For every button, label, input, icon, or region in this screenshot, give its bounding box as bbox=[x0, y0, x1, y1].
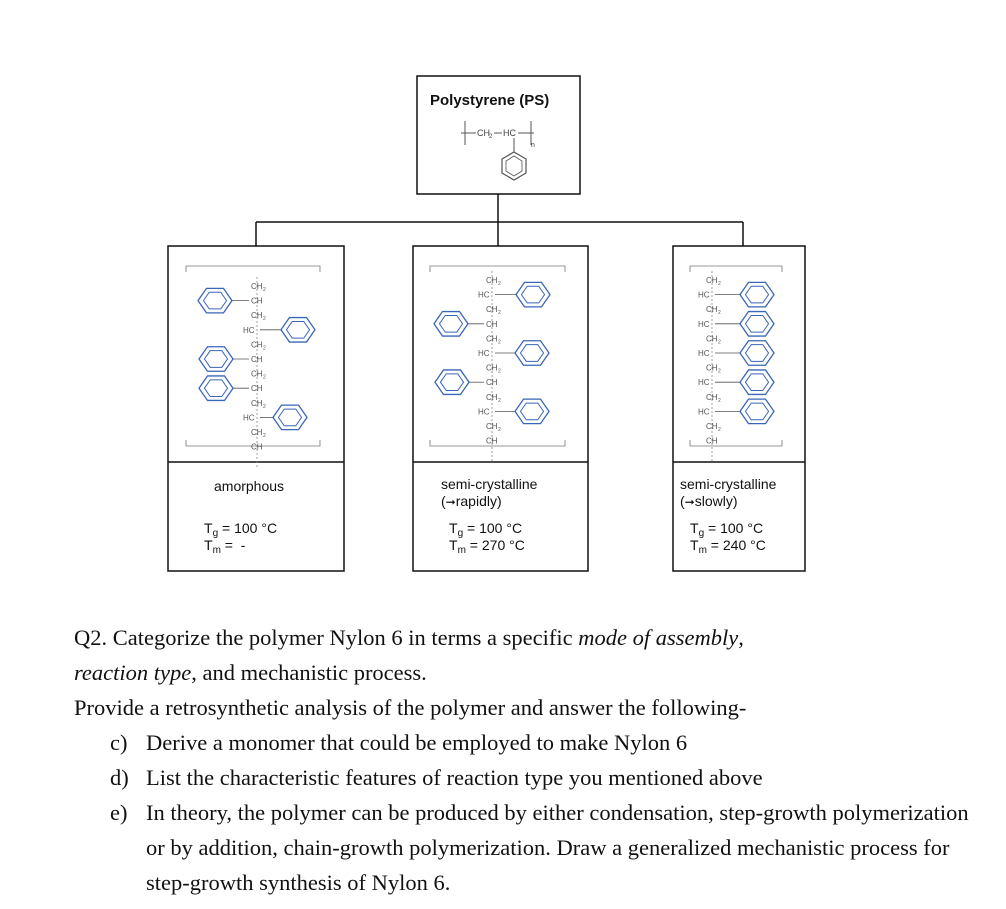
chain-group-subscript: 2 bbox=[263, 403, 266, 410]
chain-group-label: HC bbox=[698, 407, 710, 417]
question-text bbox=[74, 620, 974, 900]
label-semicrystalline-slow: semi-crystalline bbox=[680, 476, 777, 492]
chain-group-label: HC bbox=[478, 290, 490, 300]
chain-group-label: CH bbox=[486, 334, 498, 344]
chain-group-subscript: 2 bbox=[498, 427, 501, 433]
svg-text:n: n bbox=[531, 142, 535, 149]
chain-group-label: CH bbox=[251, 282, 263, 291]
tg-amorphous: $T_g = 100$ °C bbox=[204, 520, 278, 539]
chain-group-label: CH bbox=[486, 305, 498, 315]
tm-rapid: $T_m = 270$ °C bbox=[449, 537, 525, 556]
svg-text:2: 2 bbox=[489, 134, 493, 140]
chain-group-subscript: 2 bbox=[263, 433, 266, 439]
question-provide: Provide a retrosynthetic analysis of the polymer and answer the following- bbox=[74, 695, 747, 720]
chain-group-subscript: 2 bbox=[263, 316, 266, 323]
tg-slow: $T_g = 100$ °C bbox=[690, 520, 764, 539]
arrow-icon: ➞ bbox=[445, 495, 456, 509]
list-item: d) List the characteristic features of reaction type you mentioned above bbox=[110, 765, 763, 790]
svg-text:HC: HC bbox=[503, 128, 516, 138]
chain-group-label: HC bbox=[698, 349, 710, 358]
chain-group-label: CH bbox=[251, 311, 263, 321]
chain-group-label: HC bbox=[698, 319, 710, 329]
chain-group-label: CH bbox=[706, 392, 718, 402]
chain-group-label: CH bbox=[486, 392, 498, 402]
chain-group-subscript: 2 bbox=[263, 287, 266, 293]
chain-group-label: HC bbox=[698, 378, 710, 388]
chain-group-label: CH bbox=[486, 436, 498, 446]
chain-group-subscript: 2 bbox=[498, 368, 501, 375]
chain-group-label: CH bbox=[486, 319, 498, 329]
chain-group-label: CH bbox=[706, 334, 718, 344]
chain-group-subscript: 2 bbox=[718, 339, 721, 346]
chain-group-label: CH bbox=[706, 305, 718, 315]
label-semicrystalline-rapid: semi-crystalline bbox=[441, 476, 538, 492]
chain-group-label: CH bbox=[706, 436, 718, 446]
chain-group-subscript: 2 bbox=[498, 339, 501, 346]
chain-group-label: HC bbox=[478, 407, 490, 417]
chain-group-label: CH bbox=[486, 276, 498, 285]
tm-amorphous: $T_m$ = - bbox=[204, 537, 246, 556]
chain-group-label: CH bbox=[251, 340, 263, 350]
chain-group-subscript: 2 bbox=[718, 310, 721, 317]
chain-group-label: CH bbox=[251, 369, 263, 379]
chain-group-label: CH bbox=[251, 428, 263, 437]
chain-group-label: CH bbox=[486, 363, 498, 373]
list-item: c) Derive a monomer that could be employed to make Nylon 6 bbox=[110, 730, 688, 755]
chain-group-subscript: 2 bbox=[498, 281, 501, 287]
rate-rapid: (➞rapidly) bbox=[441, 493, 502, 509]
question-items bbox=[74, 725, 974, 900]
chain-group-subscript: 2 bbox=[718, 368, 721, 375]
chain-group-label: CH bbox=[486, 378, 498, 388]
tm-slow: $T_m = 240$ °C bbox=[690, 537, 766, 556]
chain-group-label: CH bbox=[706, 422, 718, 431]
chain-group-subscript: 2 bbox=[498, 397, 501, 404]
chain-group-subscript: 2 bbox=[498, 310, 501, 317]
chain-group-label: CH bbox=[251, 355, 263, 364]
chain-group-label: CH bbox=[251, 296, 263, 306]
chain-group-label: CH bbox=[251, 384, 263, 394]
chain-group-label: CH bbox=[251, 398, 263, 408]
arrow-icon: ➞ bbox=[684, 495, 695, 509]
chain-group-subscript: 2 bbox=[718, 427, 721, 433]
chain-group-subscript: 2 bbox=[263, 374, 266, 381]
chain-group-label: HC bbox=[243, 325, 255, 335]
chain-group-label: CH bbox=[706, 363, 718, 373]
tg-rapid: $T_g = 100$ °C bbox=[449, 520, 523, 539]
label-amorphous: amorphous bbox=[214, 478, 285, 494]
rate-slow: (➞slowly) bbox=[680, 493, 738, 509]
chain-group-label: HC bbox=[698, 290, 710, 300]
chain-group-label: HC bbox=[478, 349, 490, 358]
chain-group-label: CH bbox=[706, 276, 718, 285]
chain-group-label: HC bbox=[243, 413, 255, 423]
figure-title: Polystyrene (PS) bbox=[430, 92, 550, 109]
chain-group-subscript: 2 bbox=[263, 345, 266, 352]
list-item: e) In theory, the polymer can be produced by either condensation, step-growth polymerization or by addition, chain-growth polymerization. Draw a generalized mechanistic process for step-growth synthesis of Nylon 6. bbox=[110, 800, 969, 895]
question-intro: Q2. Categorize the polymer Nylon 6 in terms a specific mode of assembly, reaction type, and mechanistic process. bbox=[74, 625, 744, 685]
chain-group-subscript: 2 bbox=[718, 281, 721, 287]
svg-text:CH: CH bbox=[477, 128, 490, 138]
chain-group-subscript: 2 bbox=[718, 397, 721, 404]
chain-group-label: CH bbox=[486, 422, 498, 431]
chain-group-label: CH bbox=[251, 442, 263, 452]
